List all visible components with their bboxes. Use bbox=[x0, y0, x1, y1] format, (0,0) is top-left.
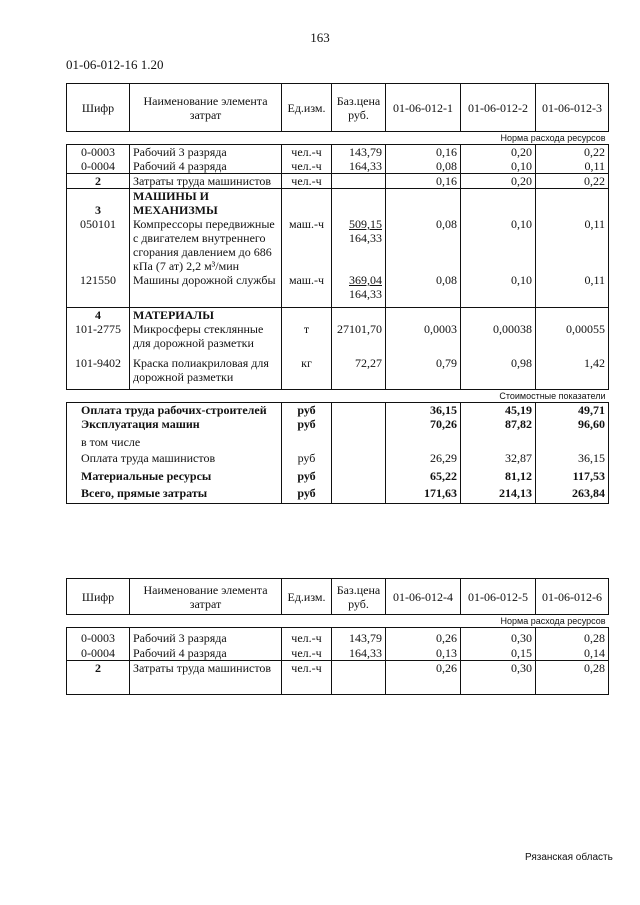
header-col-5: 01-06-012-5 bbox=[461, 579, 536, 615]
row-code: 050101 bbox=[67, 217, 130, 273]
row-price bbox=[332, 174, 386, 189]
row-name: Микросферы стеклянные для дорожной разметки bbox=[130, 322, 282, 356]
total-row bbox=[67, 451, 609, 469]
total-unit: руб bbox=[282, 486, 332, 503]
row-name: Рабочий 4 разряда bbox=[130, 646, 282, 661]
row-name: Затраты труда машинистов bbox=[130, 174, 282, 189]
total-value: 32,87 bbox=[461, 451, 536, 469]
row-name: Краска полиакриловая для дорожной разметки bbox=[130, 356, 282, 390]
row-name: Компрессоры передвижные с двигателем внутреннего сгорания давлением до 686 кПа (7 ат) 2,2 м³/мин bbox=[130, 217, 282, 273]
row-price: 164,33 bbox=[332, 159, 386, 174]
row-value: 0,0003 bbox=[386, 322, 461, 356]
section-norm-row bbox=[67, 615, 609, 628]
row-value: 0,10 bbox=[461, 273, 536, 307]
row-value: 0,00055 bbox=[536, 322, 609, 356]
row-code: 101-2775 bbox=[67, 322, 130, 356]
row-value: 0,16 bbox=[386, 145, 461, 160]
header-col-4: 01-06-012-4 bbox=[386, 579, 461, 615]
row-code: 2 bbox=[67, 660, 130, 694]
row-code: 3 bbox=[67, 189, 130, 218]
row-price: 143,79 bbox=[332, 628, 386, 646]
table-row bbox=[67, 159, 609, 174]
row-price bbox=[332, 660, 386, 694]
row-value: 0,08 bbox=[386, 273, 461, 307]
resource-table-1 bbox=[66, 83, 609, 504]
row-code: 121550 bbox=[67, 273, 130, 307]
resource-table-2 bbox=[66, 578, 609, 695]
row-value: 0,08 bbox=[386, 159, 461, 174]
header-name: Наименование элемента затрат bbox=[130, 579, 282, 615]
row-value: 0,15 bbox=[461, 646, 536, 661]
row-value: 0,14 bbox=[536, 646, 609, 661]
section-cost-label: Стоимостные показатели bbox=[67, 390, 609, 403]
row-name: Затраты труда машинистов bbox=[130, 660, 282, 694]
header-name: Наименование элемента затрат bbox=[130, 84, 282, 132]
section-cost-row bbox=[67, 390, 609, 403]
table-row bbox=[67, 307, 609, 322]
row-unit: чел.-ч bbox=[282, 646, 332, 661]
table-header-row bbox=[67, 84, 609, 132]
row-value: 0,10 bbox=[461, 217, 536, 273]
region-footer: Рязанская область bbox=[525, 852, 613, 863]
total-value: 70,26 bbox=[386, 417, 461, 435]
row-code: 2 bbox=[67, 174, 130, 189]
row-name: МАТЕРИАЛЫ bbox=[130, 307, 282, 322]
section-norm-label: Норма расхода ресурсов bbox=[67, 132, 609, 145]
row-unit: кг bbox=[282, 356, 332, 390]
row-value: 0,22 bbox=[536, 145, 609, 160]
header-col-2: 01-06-012-2 bbox=[461, 84, 536, 132]
total-row bbox=[67, 469, 609, 486]
total-value: 36,15 bbox=[536, 451, 609, 469]
row-name: Рабочий 3 разряда bbox=[130, 145, 282, 160]
table-row bbox=[67, 646, 609, 661]
header-price: Баз.цена руб. bbox=[332, 579, 386, 615]
document-code: 01-06-012-16 1.20 bbox=[66, 57, 164, 72]
total-name: Эксплуатация машин bbox=[67, 417, 282, 435]
total-value: 49,71 bbox=[536, 403, 609, 418]
row-value: 0,30 bbox=[461, 628, 536, 646]
row-value: 0,13 bbox=[386, 646, 461, 661]
table-header-row bbox=[67, 579, 609, 615]
row-unit: чел.-ч bbox=[282, 159, 332, 174]
total-unit: руб bbox=[282, 451, 332, 469]
row-price-labor: 164,33 bbox=[349, 287, 382, 301]
total-value: 45,19 bbox=[461, 403, 536, 418]
row-price bbox=[332, 273, 386, 307]
table-row bbox=[67, 217, 609, 273]
row-value: 0,08 bbox=[386, 217, 461, 273]
row-price: 164,33 bbox=[332, 646, 386, 661]
header-col-6: 01-06-012-6 bbox=[536, 579, 609, 615]
row-value: 0,16 bbox=[386, 174, 461, 189]
total-value: 263,84 bbox=[536, 486, 609, 503]
header-unit: Ед.изм. bbox=[282, 579, 332, 615]
row-price-total: 509,15 bbox=[349, 217, 382, 231]
row-value: 0,30 bbox=[461, 660, 536, 694]
row-name: Рабочий 3 разряда bbox=[130, 628, 282, 646]
page-number: 163 bbox=[310, 30, 330, 45]
header-code: Шифр bbox=[67, 84, 130, 132]
row-code: 101-9402 bbox=[67, 356, 130, 390]
row-code: 4 bbox=[67, 307, 130, 322]
total-name: Материальные ресурсы bbox=[67, 469, 282, 486]
row-name: Машины дорожной службы bbox=[130, 273, 282, 307]
table-row bbox=[67, 322, 609, 356]
total-value: 81,12 bbox=[461, 469, 536, 486]
total-value: 171,63 bbox=[386, 486, 461, 503]
row-code: 0-0003 bbox=[67, 628, 130, 646]
row-code: 0-0003 bbox=[67, 145, 130, 160]
total-row bbox=[67, 435, 609, 451]
row-price: 27101,70 bbox=[332, 322, 386, 356]
row-value: 0,22 bbox=[536, 174, 609, 189]
total-name: Всего, прямые затраты bbox=[67, 486, 282, 503]
row-unit: т bbox=[282, 322, 332, 356]
row-code: 0-0004 bbox=[67, 646, 130, 661]
row-value: 0,10 bbox=[461, 159, 536, 174]
header-col-3: 01-06-012-3 bbox=[536, 84, 609, 132]
row-price-labor: 164,33 bbox=[349, 231, 382, 245]
row-value: 0,11 bbox=[536, 217, 609, 273]
row-code: 0-0004 bbox=[67, 159, 130, 174]
row-value: 0,26 bbox=[386, 660, 461, 694]
total-value: 65,22 bbox=[386, 469, 461, 486]
row-value: 0,11 bbox=[536, 159, 609, 174]
total-value: 96,60 bbox=[536, 417, 609, 435]
header-code: Шифр bbox=[67, 579, 130, 615]
row-value: 0,26 bbox=[386, 628, 461, 646]
row-unit: маш.-ч bbox=[282, 273, 332, 307]
row-value: 0,00038 bbox=[461, 322, 536, 356]
row-name: МАШИНЫ И МЕХАНИЗМЫ bbox=[130, 189, 282, 218]
row-name: Рабочий 4 разряда bbox=[130, 159, 282, 174]
table-row bbox=[67, 174, 609, 189]
table-row bbox=[67, 273, 609, 307]
header-price: Баз.цена руб. bbox=[332, 84, 386, 132]
row-price: 72,27 bbox=[332, 356, 386, 390]
total-row bbox=[67, 403, 609, 418]
row-unit: маш.-ч bbox=[282, 217, 332, 273]
total-row bbox=[67, 417, 609, 435]
total-unit: руб bbox=[282, 469, 332, 486]
table-row bbox=[67, 145, 609, 160]
total-value: 214,13 bbox=[461, 486, 536, 503]
total-value: 36,15 bbox=[386, 403, 461, 418]
row-value: 0,79 bbox=[386, 356, 461, 390]
row-unit: чел.-ч bbox=[282, 174, 332, 189]
total-unit: руб bbox=[282, 403, 332, 418]
total-unit: руб bbox=[282, 417, 332, 435]
row-price bbox=[332, 217, 386, 273]
total-value: 26,29 bbox=[386, 451, 461, 469]
row-unit: чел.-ч bbox=[282, 628, 332, 646]
table-row bbox=[67, 628, 609, 646]
row-value: 1,42 bbox=[536, 356, 609, 390]
row-unit: чел.-ч bbox=[282, 145, 332, 160]
row-value: 0,20 bbox=[461, 174, 536, 189]
total-value: 117,53 bbox=[536, 469, 609, 486]
header-col-1: 01-06-012-1 bbox=[386, 84, 461, 132]
total-value: 87,82 bbox=[461, 417, 536, 435]
header-unit: Ед.изм. bbox=[282, 84, 332, 132]
total-name: в том числе bbox=[67, 435, 282, 451]
total-row bbox=[67, 486, 609, 503]
table-row bbox=[67, 356, 609, 390]
section-norm-row bbox=[67, 132, 609, 145]
row-value: 0,28 bbox=[536, 660, 609, 694]
row-unit: чел.-ч bbox=[282, 660, 332, 694]
row-value: 0,98 bbox=[461, 356, 536, 390]
row-price: 143,79 bbox=[332, 145, 386, 160]
row-value: 0,11 bbox=[536, 273, 609, 307]
row-value: 0,20 bbox=[461, 145, 536, 160]
table-row bbox=[67, 189, 609, 218]
section-norm-label: Норма расхода ресурсов bbox=[67, 615, 609, 628]
total-name: Оплата труда машинистов bbox=[67, 451, 282, 469]
table-row bbox=[67, 660, 609, 694]
row-price-total: 369,04 bbox=[349, 273, 382, 287]
total-name: Оплата труда рабочих-строителей bbox=[67, 403, 282, 418]
row-value: 0,28 bbox=[536, 628, 609, 646]
